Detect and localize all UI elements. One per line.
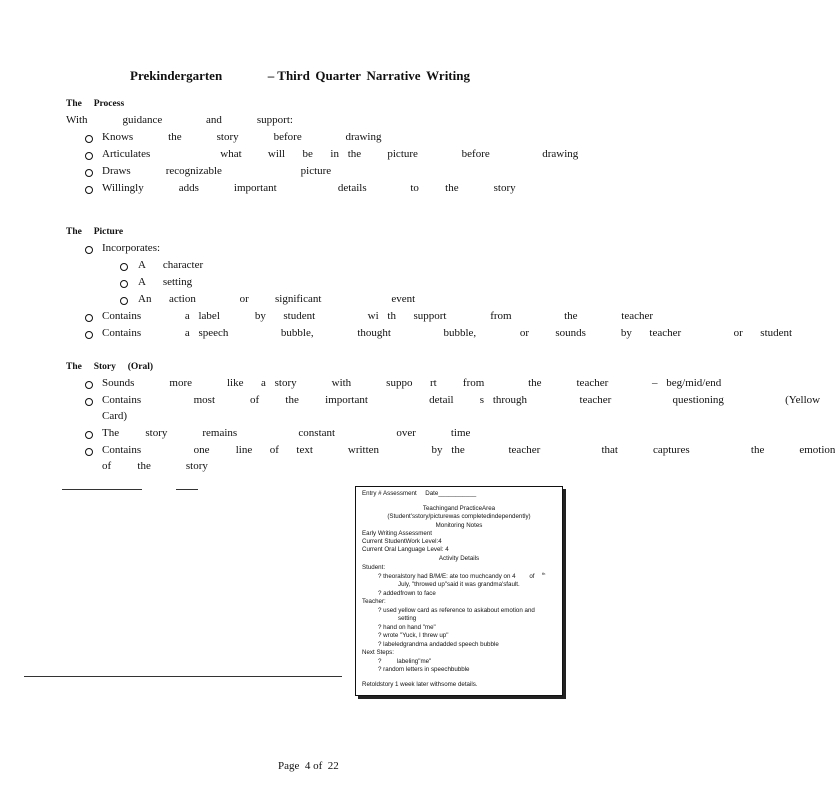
picture-sub-item-1: A character	[138, 259, 204, 271]
bullet-icon	[85, 331, 93, 339]
bullet-icon	[85, 398, 93, 406]
teacher-note-2: ? hand on hand "me"	[378, 624, 436, 631]
story-heading: The Story (Oral)	[66, 362, 154, 372]
story-item-1: Sounds more like a story with suppo rt from the teacher – beg/mid/end	[102, 377, 722, 389]
early-writing-label: Early Writing Assessment	[362, 530, 433, 537]
page-title	[130, 68, 470, 84]
bullet-icon	[120, 280, 128, 288]
retold-note: Retoldstory 1 week later withsome details.	[362, 681, 478, 688]
practice-area: Teachingand PracticeArea	[422, 505, 496, 512]
process-intro: With guidance and support:	[66, 114, 293, 126]
student-note-1-cont: July, "throwed up"said it was grandma'sfault.	[398, 581, 520, 588]
title-part-5: Writing	[426, 68, 470, 83]
bullet-icon	[85, 314, 93, 322]
oral-language-level: Current Oral Language Level: 4	[362, 546, 449, 553]
next-step-1: ? labeling"me"	[378, 658, 432, 665]
next-step-2: ? random letters in speechbubble	[378, 666, 470, 673]
picture-item-1: Contains a label by student wi th support from the teacher	[102, 310, 654, 322]
process-item-4: Willingly adds important details to the story	[102, 182, 516, 194]
bullet-icon	[85, 246, 93, 254]
activity-details-heading: Activity Details	[438, 555, 480, 562]
title-part-1: Prekindergarten	[130, 68, 223, 83]
teacher-note-1: ? used yellow card as reference to askabout emotion and	[378, 607, 535, 614]
bullet-icon	[85, 431, 93, 439]
divider	[62, 489, 142, 490]
student-label: Student:	[362, 564, 386, 571]
title-part-4: Narrative	[366, 68, 421, 83]
divider	[176, 489, 198, 490]
assessment-box	[355, 486, 563, 696]
bullet-icon	[85, 135, 93, 143]
process-item-3: Draws recognizable picture	[102, 165, 332, 177]
process-item-2: Articulates what will be in the picture before drawing	[102, 148, 579, 160]
story-item-2-cont: Card)	[102, 410, 128, 422]
monitoring-notes-heading: Monitoring Notes	[435, 522, 483, 529]
bullet-icon	[120, 297, 128, 305]
bullet-icon	[85, 169, 93, 177]
bullet-icon	[85, 152, 93, 160]
picture-sub-item-2: A setting	[138, 276, 193, 288]
story-item-3: The story remains constant over time	[102, 427, 471, 439]
next-steps-label: Next Steps:	[362, 649, 394, 656]
student-note-2: ? addedfrown to face	[378, 590, 436, 597]
bullet-icon	[85, 186, 93, 194]
title-part-2: – Third	[267, 68, 310, 83]
picture-incorporates: Incorporates:	[102, 242, 161, 254]
process-heading: The Process	[66, 99, 125, 109]
teacher-note-4: ? labeledgrandma andadded speech bubble	[378, 641, 499, 648]
page-number: Page 4 of 22	[278, 760, 339, 772]
divider	[24, 676, 342, 677]
title-part-3: Quarter	[315, 68, 361, 83]
superscript-th: th	[542, 571, 546, 576]
bullet-icon	[85, 448, 93, 456]
picture-item-2: Contains a speech bubble, thought bubble, or sounds by teacher or student	[102, 327, 793, 339]
picture-sub-item-3: An action or significant event	[138, 293, 416, 305]
teacher-note-3: ? wrote "Yuck, I threw up"	[378, 632, 449, 639]
entry-line: Entry # Assessment Date___________	[362, 490, 477, 497]
teacher-label: Teacher:	[362, 598, 386, 605]
bullet-icon	[120, 263, 128, 271]
story-item-4-cont: of the story	[102, 460, 208, 472]
story-item-2: Contains most of the important detail s through teacher questioning (Yellow	[102, 394, 821, 406]
picture-heading: The Picture	[66, 227, 124, 237]
completion-note: (Student'sstory/picturewas completedindependently)	[387, 513, 531, 520]
story-item-4: Contains one line of text written by the teacher that captures the emotion	[102, 444, 835, 456]
teacher-note-1-cont: setting	[398, 615, 417, 622]
bullet-icon	[85, 381, 93, 389]
student-work-level: Current StudentWork Level:4	[362, 538, 442, 545]
student-note-1: ? theoralstory had B/M/E: ate too muchcandy on 4 of	[378, 573, 535, 580]
process-item-1: Knows the story before drawing	[102, 131, 382, 143]
